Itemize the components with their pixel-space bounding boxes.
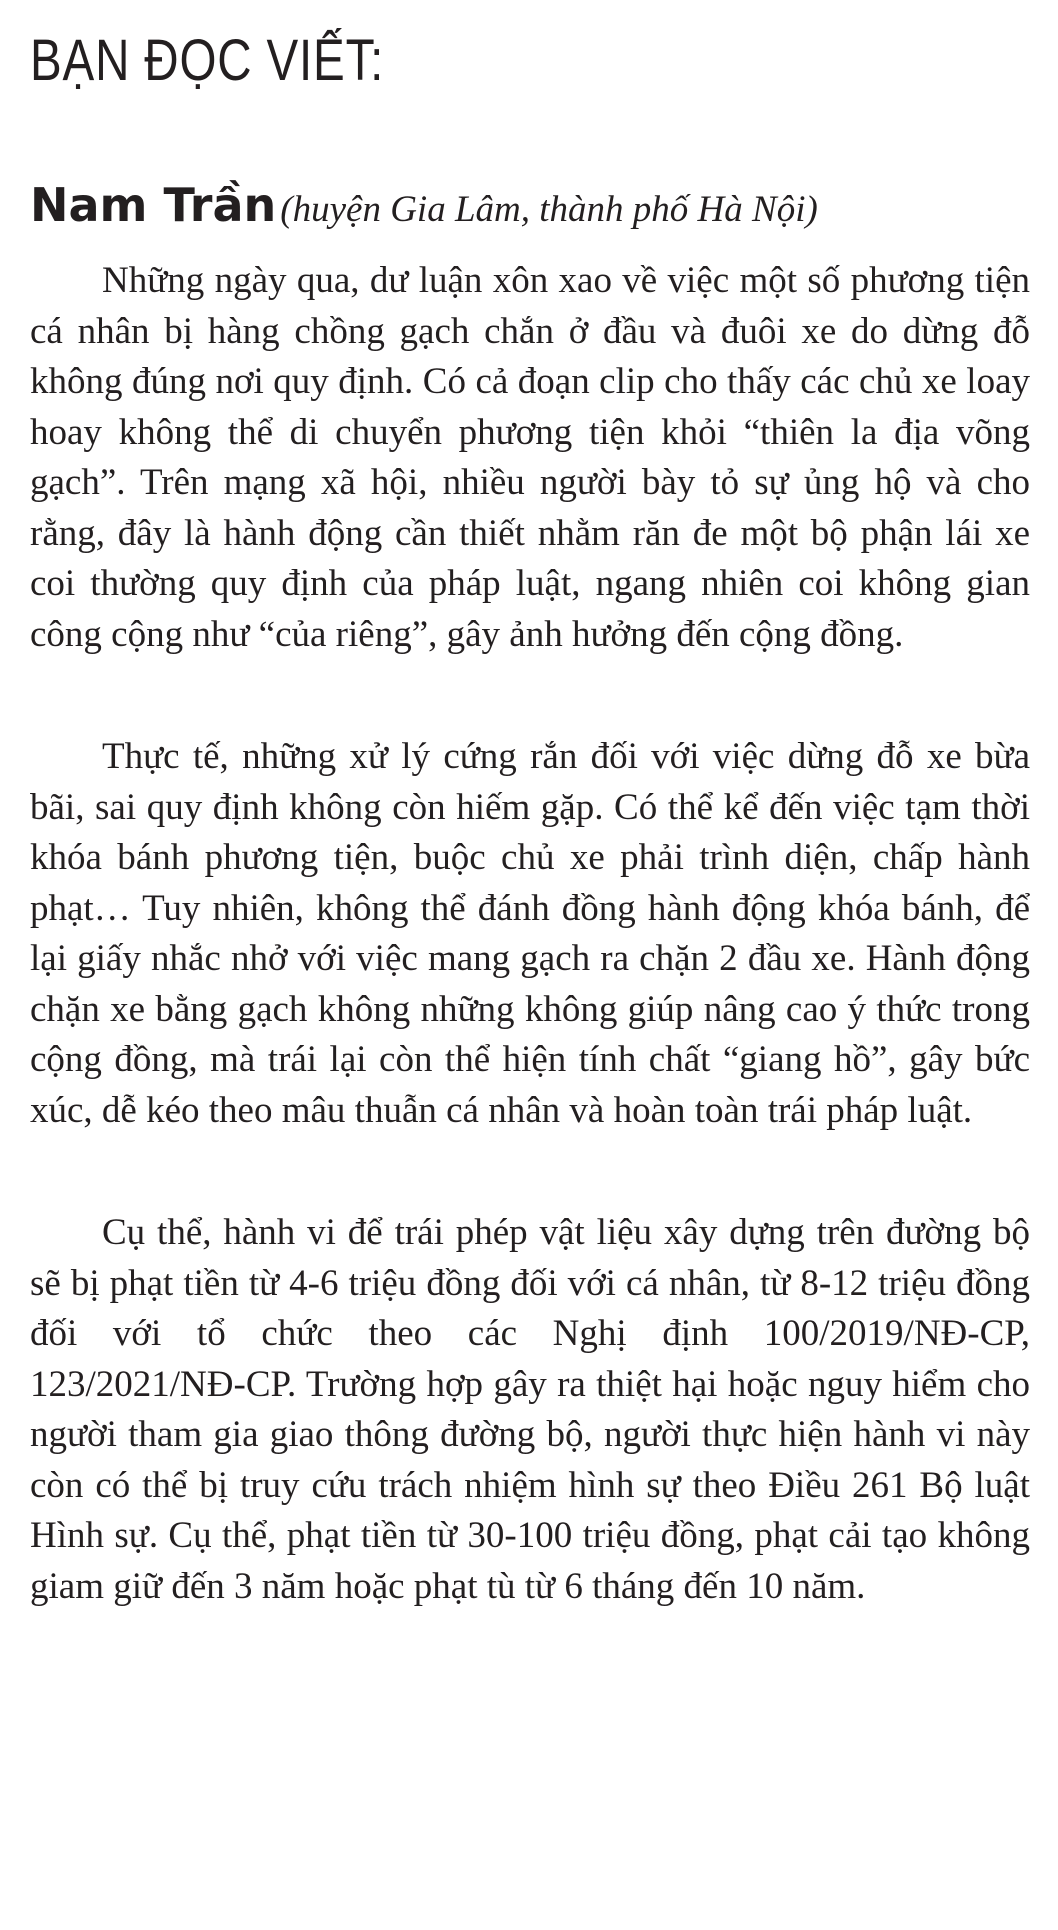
article-body	[30, 256, 1030, 1612]
paragraph-2: Thực tế, những xử lý cứng rắn đối với việc dừng đỗ xe bừa bãi, sai quy định không còn hiếm gặp. Có thể kể đến việc tạm thời khóa bánh phương tiện, buộc chủ xe phải trình diện, chấp hành phạt… Tuy nhiên, không thể đánh đồng hành động khóa bánh, để lại giấy nhắc nhở với việc mang gạch ra chặn 2 đầu xe. Hành động chặn xe bằng gạch không những không giúp nâng cao ý thức trong cộng đồng, mà trái lại còn thể hiện tính chất “giang hồ”, gây bức xúc, dễ kéo theo mâu thuẫn cá nhân và hoàn toàn trái pháp luật.	[30, 736, 1030, 1131]
article-page	[30, 20, 1030, 1612]
byline	[30, 180, 1030, 242]
paragraph-3: Cụ thể, hành vi để trái phép vật liệu xây dựng trên đường bộ sẽ bị phạt tiền từ 4-6 triệu đồng đối với cá nhân, từ 8-12 triệu đồng đối với tổ chức theo các Nghị định 100/2019/NĐ-CP, 123/2021/NĐ-CP. Trường hợp gây ra thiệt hại hoặc nguy hiểm cho người tham gia giao thông đường bộ, người thực hiện hành vi này còn có thể bị truy cứu trách nhiệm hình sự theo Điều 261 Bộ luật Hình sự. Cụ thể, phạt tiền từ 30-100 triệu đồng, phạt cải tạo không giam giữ đến 3 năm hoặc phạt tù từ 6 tháng đến 10 năm.	[30, 1212, 1030, 1607]
paragraph-1: Những ngày qua, dư luận xôn xao về việc một số phương tiện cá nhân bị hàng chồng gạch chắn ở đầu và đuôi xe do dừng đỗ không đúng nơi quy định. Có cả đoạn clip cho thấy các chủ xe loay hoay không thể di chuyển phương tiện khỏi “thiên la địa võng gạch”. Trên mạng xã hội, nhiều người bày tỏ sự ủng hộ và cho rằng, đây là hành động cần thiết nhằm răn đe một bộ phận lái xe coi thường quy định của pháp luật, ngang nhiên coi không gian công cộng như “của riêng”, gây ảnh hưởng đến cộng đồng.	[30, 260, 1030, 655]
author-location: (huyện Gia Lâm, thành phố Hà Nội)	[280, 189, 818, 230]
section-title: BẠN ĐỌC VIẾT:	[30, 28, 385, 93]
author-name: Nam Trần	[30, 178, 277, 232]
